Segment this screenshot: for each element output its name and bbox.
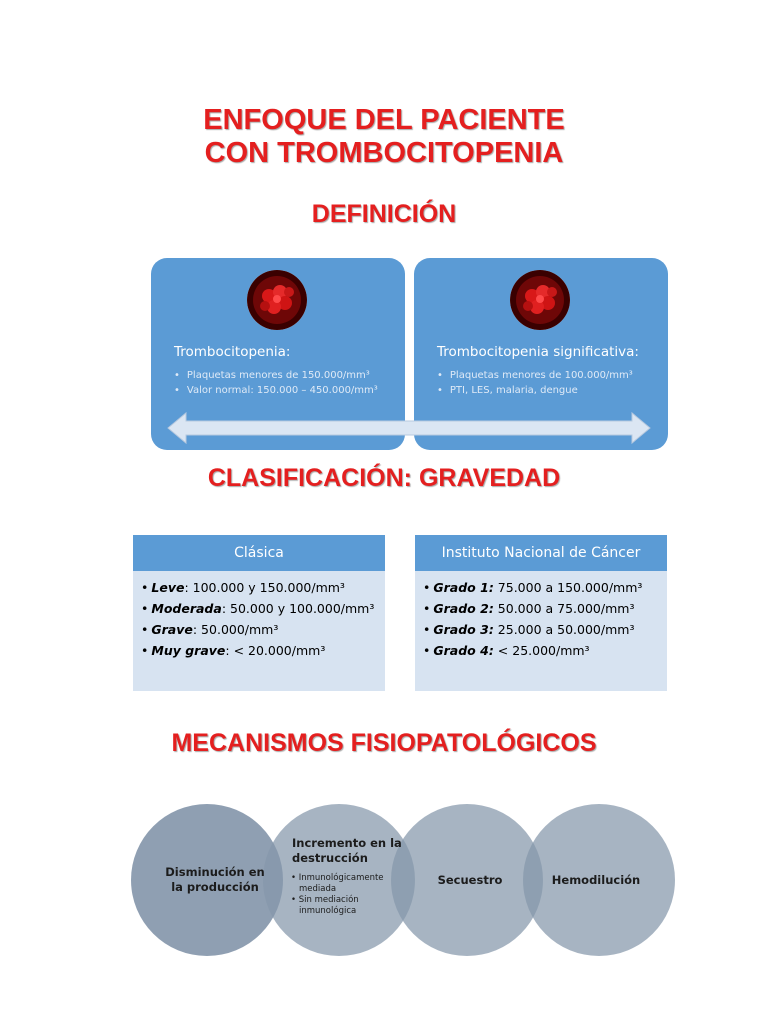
definition-bullet: • Valor normal: 150.000 – 450.000/mm³ [174, 383, 378, 398]
list-item-term: Grado 2: [433, 601, 494, 616]
platelet-cells-image [247, 270, 307, 330]
list-item-value: : 50.000/mm³ [192, 622, 279, 637]
clasificacion-clasica-table [133, 535, 385, 691]
clasificacion-inc-table [415, 535, 667, 691]
list-item [423, 619, 667, 640]
platelet-cells-image [510, 270, 570, 330]
definition-bullet: • PTI, LES, malaria, dengue [437, 383, 633, 398]
list-item-term: Grave [151, 622, 193, 637]
definition-card-title: Trombocitopenia: [174, 344, 291, 360]
list-item-value: 25.000 a 50.000/mm³ [493, 622, 635, 637]
list-item-term: Moderada [151, 601, 222, 616]
circle-destruccion-bullets [291, 873, 399, 917]
clasificacion-heading: CLASIFICACIÓN: GRAVEDAD [207, 464, 561, 492]
list-item-term: Grado 4: [433, 643, 494, 658]
definition-card-title: Trombocitopenia significativa: [437, 344, 639, 360]
page-title [0, 104, 768, 170]
table-list [133, 571, 385, 661]
list-item: • Inmunológicamente mediada [291, 873, 399, 895]
list-item-term: Muy grave [151, 643, 226, 658]
list-item-term: Grado 1: [433, 580, 494, 595]
list-item [423, 640, 667, 661]
circle-label-secuestro: Secuestro [437, 873, 503, 887]
definicion-heading: DEFINICIÓN [311, 200, 457, 228]
list-item-term: Grado 3: [433, 622, 494, 637]
list-item-value: : < 20.000/mm³ [225, 643, 326, 658]
page-title-line-1: ENFOQUE DEL PACIENTE [203, 104, 565, 136]
double-arrow-icon [166, 410, 652, 446]
list-item [423, 577, 667, 598]
mecanismos-heading: MECANISMOS FISIOPATOLÓGICOS [171, 729, 597, 757]
list-item-value: 75.000 a 150.000/mm³ [493, 580, 643, 595]
table-header: Instituto Nacional de Cáncer [415, 535, 667, 571]
list-item-value: < 25.000/mm³ [493, 643, 590, 658]
list-item-term: Leve [151, 580, 185, 595]
list-item-value: : 50.000 y 100.000/mm³ [221, 601, 375, 616]
list-item [141, 577, 385, 598]
table-header: Clásica [133, 535, 385, 571]
circle-label-produccion: Disminución en la producción [165, 865, 265, 894]
list-item [423, 598, 667, 619]
definition-card-bullets [174, 368, 378, 398]
list-item [141, 619, 385, 640]
list-item-value: 50.000 a 75.000/mm³ [493, 601, 635, 616]
page-title-line-2: CON TROMBOCITOPENIA [204, 137, 564, 169]
definition-bullet: • Plaquetas menores de 150.000/mm³ [174, 368, 378, 383]
list-item: • Sin mediación inmunológica [291, 895, 399, 917]
circle-label-destruccion: Incremento en la destrucción [292, 836, 402, 865]
circle-label-hemodilucion: Hemodilución [551, 873, 641, 887]
table-list [415, 571, 667, 661]
list-item-value: : 100.000 y 150.000/mm³ [184, 580, 345, 595]
definition-card-bullets [437, 368, 633, 398]
definition-bullet: • Plaquetas menores de 100.000/mm³ [437, 368, 633, 383]
list-item [141, 640, 385, 661]
list-item [141, 598, 385, 619]
